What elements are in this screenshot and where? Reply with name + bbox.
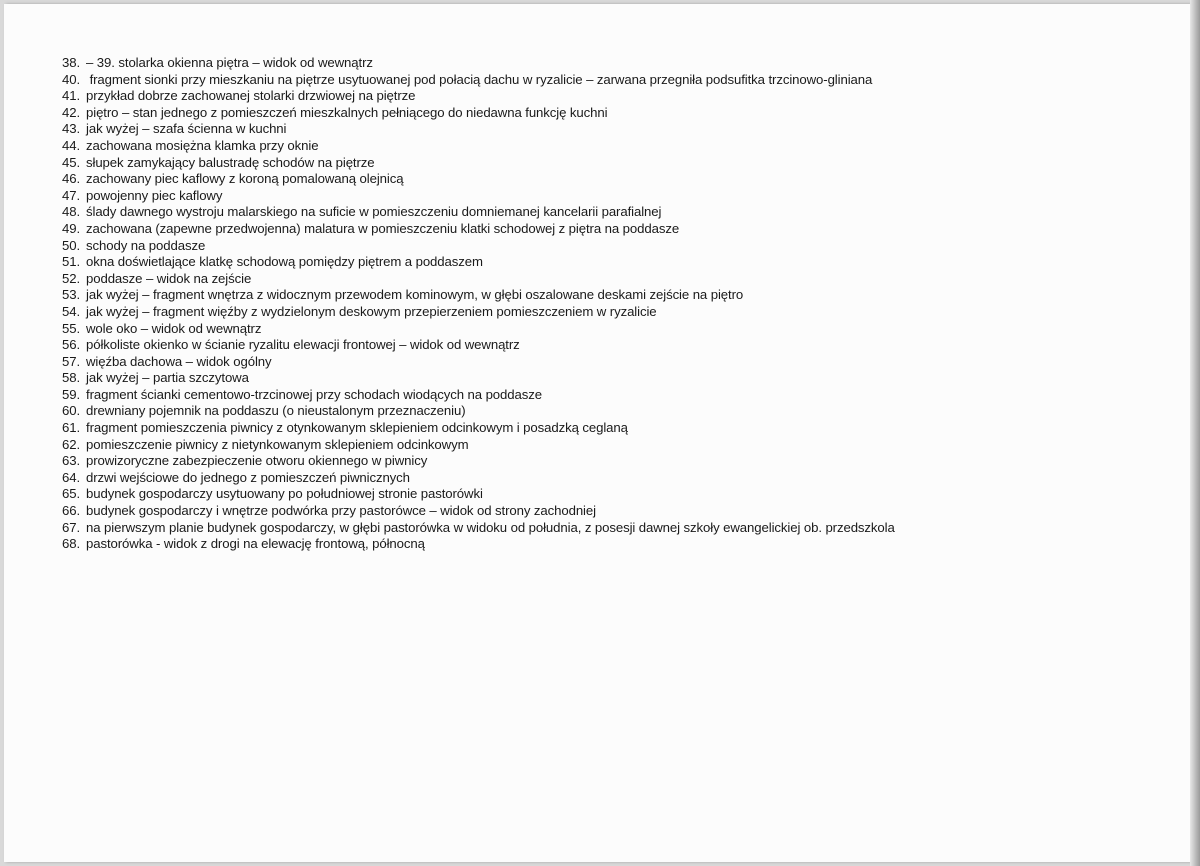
caption-text: fragment sionki przy mieszkaniu na piętrze usytuowanej pod połacią dachu w ryzalicie – zarwana przegniła podsufitka trzcinowo-gliniana: [86, 71, 873, 87]
caption-item: [62, 470, 895, 487]
caption-text: ślady dawnego wystroju malarskiego na suficie w pomieszczeniu domniemanej kancelarii parafialnej: [86, 204, 662, 220]
caption-number: 49.: [62, 220, 81, 236]
caption-text: jak wyżej – fragment wnętrza z widocznym przewodem kominowym, w głębi oszalowane deskami zejście na piętro: [86, 287, 744, 303]
caption-item: [62, 304, 895, 321]
caption-text: jak wyżej – szafa ścienna w kuchni: [86, 121, 287, 137]
document-page: [4, 4, 1190, 862]
photo-caption-list: [62, 55, 895, 553]
caption-text: powojenny piec kaflowy: [86, 187, 223, 203]
caption-item: [62, 370, 895, 387]
caption-item: [62, 437, 895, 454]
caption-number: 55.: [62, 320, 81, 336]
caption-text: poddasze – widok na zejście: [86, 270, 252, 286]
caption-number: 63.: [62, 453, 81, 469]
caption-item: [62, 238, 895, 255]
caption-number: 45.: [62, 154, 81, 170]
caption-item: [62, 221, 895, 238]
caption-number: 41.: [62, 88, 81, 104]
caption-text: więźba dachowa – widok ogólny: [86, 353, 272, 369]
caption-item: [62, 105, 895, 122]
caption-number: 46.: [62, 171, 81, 187]
caption-item: [62, 321, 895, 338]
caption-item: [62, 287, 895, 304]
caption-number: 61.: [62, 420, 81, 436]
caption-text: jak wyżej – fragment więźby z wydzielonym deskowym przepierzeniem pomieszczeniem w ryzalicie: [86, 303, 657, 319]
caption-item: [62, 155, 895, 172]
caption-number: 54.: [62, 303, 81, 319]
caption-text: okna doświetlające klatkę schodową pomiędzy piętrem a poddaszem: [86, 254, 483, 270]
caption-text: prowizoryczne zabezpieczenie otworu okiennego w piwnicy: [86, 453, 428, 469]
caption-item: [62, 503, 895, 520]
caption-item: [62, 387, 895, 404]
caption-number: 40.: [62, 71, 81, 87]
caption-text: piętro – stan jednego z pomieszczeń mieszkalnych pełniącego do niedawna funkcję kuchni: [86, 104, 608, 120]
caption-item: [62, 55, 895, 72]
caption-text: fragment pomieszczenia piwnicy z otynkowanym sklepieniem odcinkowym i posadzką ceglaną: [86, 420, 628, 436]
caption-text: – 39. stolarka okienna piętra – widok od wewnątrz: [86, 55, 373, 70]
caption-number: 48.: [62, 204, 81, 220]
caption-text: budynek gospodarczy i wnętrze podwórka przy pastorówce – widok od strony zachodniej: [86, 503, 596, 519]
caption-item: [62, 403, 895, 420]
caption-number: 66.: [62, 503, 81, 519]
caption-number: 62.: [62, 436, 81, 452]
caption-text: jak wyżej – partia szczytowa: [86, 370, 249, 386]
caption-number: 60.: [62, 403, 81, 419]
caption-item: [62, 88, 895, 105]
caption-number: 56.: [62, 337, 81, 353]
caption-text: pomieszczenie piwnicy z nietynkowanym sklepieniem odcinkowym: [86, 436, 469, 452]
caption-number: 64.: [62, 469, 81, 485]
caption-number: 47.: [62, 187, 81, 203]
caption-text: schody na poddasze: [86, 237, 206, 253]
caption-text: zachowana mosiężna klamka przy oknie: [86, 137, 319, 153]
caption-text: na pierwszym planie budynek gospodarczy, w głębi pastorówka w widoku od południa, z posesji dawnej szkoły ewangelickiej ob. przedszkola: [86, 519, 895, 535]
caption-number: 44.: [62, 137, 81, 153]
caption-text: zachowany piec kaflowy z koroną pomalowaną olejnicą: [86, 171, 404, 187]
caption-item: [62, 204, 895, 221]
caption-number: 57.: [62, 353, 81, 369]
caption-item: [62, 536, 895, 553]
caption-item: [62, 486, 895, 503]
caption-number: 67.: [62, 519, 81, 535]
caption-number: 68.: [62, 536, 81, 552]
caption-item: [62, 453, 895, 470]
scan-edge-shadow: [1190, 0, 1200, 866]
caption-number: 51.: [62, 254, 81, 270]
caption-text: fragment ścianki cementowo-trzcinowej przy schodach wiodących na poddasze: [86, 386, 542, 402]
caption-text: półkoliste okienko w ścianie ryzalitu elewacji frontowej – widok od wewnątrz: [86, 337, 520, 353]
caption-item: [62, 188, 895, 205]
caption-item: [62, 520, 895, 537]
caption-number: 38.: [62, 55, 81, 70]
caption-number: 52.: [62, 270, 81, 286]
caption-item: [62, 254, 895, 271]
caption-item: [62, 121, 895, 138]
caption-text: przykład dobrze zachowanej stolarki drzwiowej na piętrze: [86, 88, 416, 104]
caption-number: 59.: [62, 386, 81, 402]
caption-number: 53.: [62, 287, 81, 303]
caption-item: [62, 354, 895, 371]
caption-text: budynek gospodarczy usytuowany po południowej stronie pastorówki: [86, 486, 483, 502]
caption-number: 50.: [62, 237, 81, 253]
caption-text: pastorówka - widok z drogi na elewację frontową, północną: [86, 536, 425, 552]
caption-item: [62, 171, 895, 188]
caption-text: zachowana (zapewne przedwojenna) malatura w pomieszczeniu klatki schodowej z piętra na poddasze: [86, 220, 680, 236]
caption-item: [62, 420, 895, 437]
caption-item: [62, 271, 895, 288]
caption-text: słupek zamykający balustradę schodów na piętrze: [86, 154, 375, 170]
caption-number: 42.: [62, 104, 81, 120]
caption-number: 43.: [62, 121, 81, 137]
caption-item: [62, 138, 895, 155]
caption-item: [62, 337, 895, 354]
caption-number: 65.: [62, 486, 81, 502]
caption-text: drewniany pojemnik na poddaszu (o nieustalonym przeznaczeniu): [86, 403, 466, 419]
caption-number: 58.: [62, 370, 81, 386]
caption-text: drzwi wejściowe do jednego z pomieszczeń piwnicznych: [86, 469, 410, 485]
caption-text: wole oko – widok od wewnątrz: [86, 320, 262, 336]
caption-item: [62, 72, 895, 89]
